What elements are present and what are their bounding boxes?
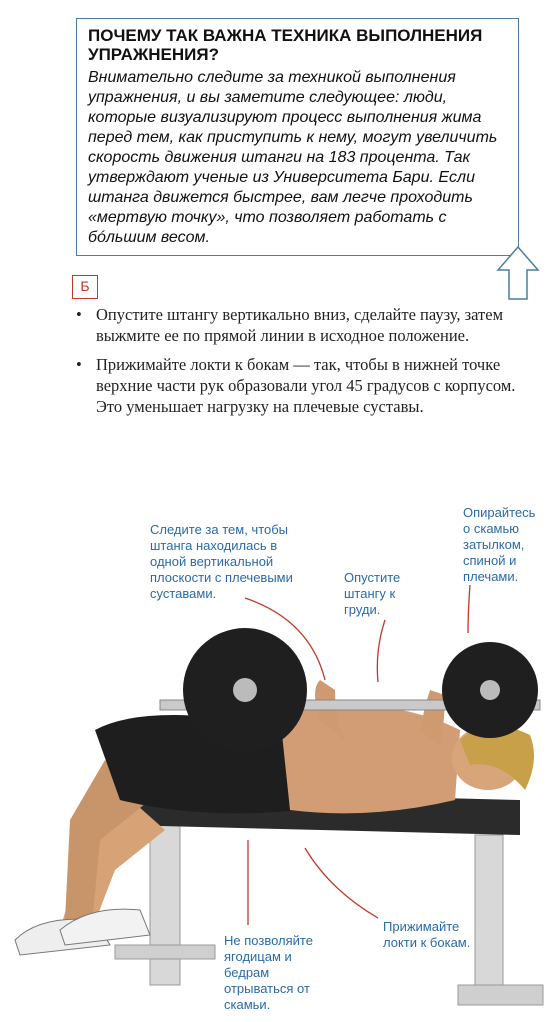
bullet-text: Опустите штангу вертикально вниз, сделайте паузу, затем выжмите ее по прямой линии в исходное положение.: [96, 305, 504, 345]
section-marker: Б: [72, 275, 98, 299]
caption-vertical-plane: Следите за тем, чтобы штанга находилась в одной вертикальной плоскости с плечевыми суставами.: [150, 522, 293, 601]
caption-glutes: Не позволяйте ягодицам и бедрам отрываться от скамьи.: [224, 933, 313, 1012]
caption-elbows: Прижимайте локти к бокам.: [383, 919, 471, 950]
caption-lower-to-chest: Опустите штангу к груди.: [344, 570, 401, 617]
bullet-item: [72, 304, 534, 346]
bench: [115, 790, 543, 1005]
bullet-dot-icon: •: [76, 355, 82, 374]
bullet-item: [72, 354, 534, 417]
sidebar-text: Внимательно следите за техникой выполнения упражнения, и вы заметите следующее: люди, которые визуализируют процесс выполнения жима перед тем, как приступить к нему, могут увеличить скорость движения штанги на 183 процента. Так утверждают ученые из Университета Бари. Если штанга движется быстрее, вам легче проходить «мертвую точку», что позволяет работать с бóльшим весом.: [88, 69, 498, 246]
sidebar-title: ПОЧЕМУ ТАК ВАЖНА ТЕХНИКА ВЫПОЛНЕНИЯ УПРАЖНЕНИЯ?: [88, 26, 483, 64]
bullet-text: Прижимайте локти к бокам — так, чтобы в нижней точке верхние части рук образовали угол 45 градусов с корпусом. Это уменьшает нагрузку на плечевые суставы.: [96, 355, 516, 416]
up-arrow-icon: [494, 244, 542, 302]
bullet-list: [72, 304, 534, 425]
bullet-dot-icon: •: [76, 305, 82, 324]
caption-lean-on-bench: Опирайтесь о скамью затылком, спиной и плечами.: [463, 505, 536, 584]
